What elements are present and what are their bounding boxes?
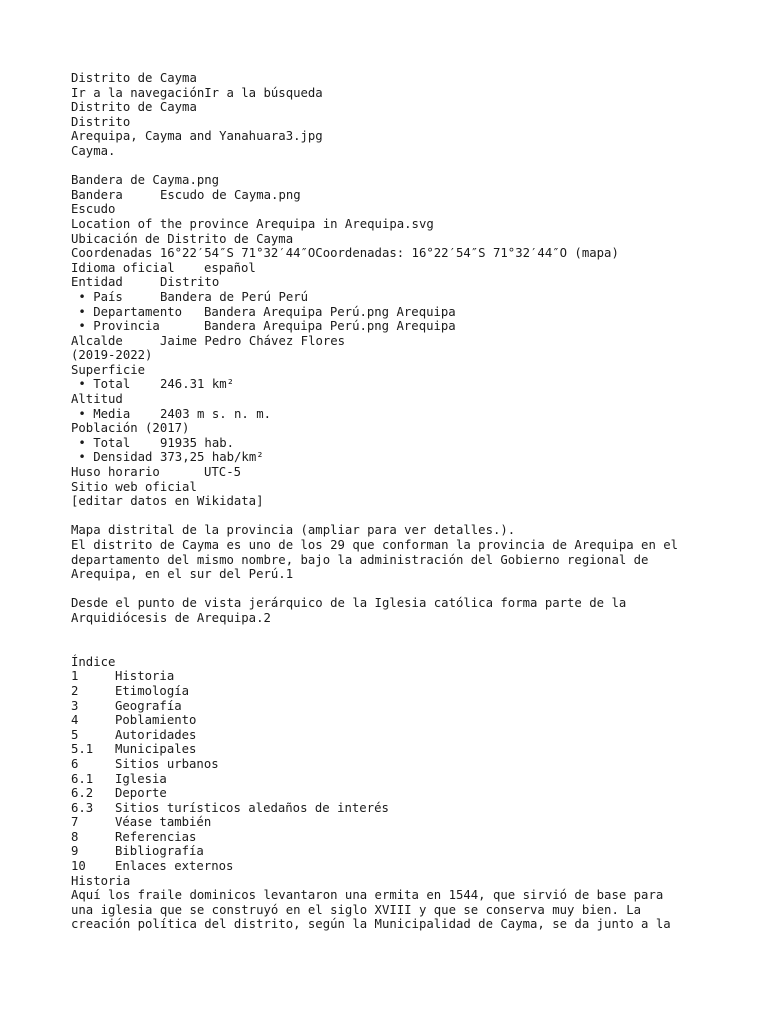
toc-item-label[interactable]: Deporte: [115, 786, 167, 801]
province-value[interactable]: Bandera Arequipa Perú.png Arequipa: [204, 319, 456, 334]
toc-item[interactable]: [71, 786, 751, 801]
toc-item-number: 9: [71, 844, 79, 859]
flag-image-file[interactable]: Bandera de Cayma.png: [71, 173, 220, 188]
toc-item-number: 6.3: [71, 800, 94, 815]
toc-item-number: 8: [71, 829, 79, 844]
department-label: • Departamento: [71, 304, 183, 319]
toc-item-label[interactable]: Municipales: [115, 742, 197, 757]
history-line: Aquí los fraile dominicos levantaron una ermita en 1544, que sirvió de base para: [71, 888, 664, 903]
toc-item[interactable]: [71, 801, 751, 816]
timezone-label: Huso horario: [71, 465, 160, 480]
toc-item[interactable]: [71, 844, 751, 859]
coordinates[interactable]: Coordenadas 16°22′54″S 71°32′44″OCoordenadas: 16°22′54″S 71°32′44″O (mapa): [71, 246, 619, 261]
toc-item-number: 6.1: [71, 771, 94, 786]
infobox-row-entity: [71, 275, 751, 290]
toc-item[interactable]: [71, 859, 751, 874]
website-link[interactable]: Sitio web oficial: [71, 479, 197, 494]
toc-item[interactable]: [71, 669, 751, 684]
spacer: [71, 582, 751, 597]
skip-links[interactable]: Ir a la navegaciónIr a la búsqueda: [71, 85, 323, 100]
entity-label: Entidad: [71, 275, 123, 290]
timezone-value[interactable]: UTC-5: [204, 465, 242, 480]
population-total-value: 91935 hab.: [160, 435, 235, 450]
area-total-label: • Total: [71, 377, 131, 392]
map-caption: Mapa distrital de la provincia (ampliar para ver detalles.).: [71, 523, 516, 538]
toc-item[interactable]: [71, 772, 751, 787]
country-label: • País: [71, 289, 123, 304]
mayor-label: Alcalde: [71, 333, 123, 348]
toc-item[interactable]: [71, 757, 751, 772]
toc-item[interactable]: [71, 742, 751, 757]
altitude-mean-label: • Media: [71, 406, 131, 421]
toc-item[interactable]: [71, 684, 751, 699]
toc-item-number: 5: [71, 727, 79, 742]
department-value[interactable]: Bandera Arequipa Perú.png Arequipa: [204, 304, 456, 319]
toc-item-number: 10: [71, 859, 86, 874]
toc-item-label[interactable]: Poblamiento: [115, 713, 197, 728]
spacer: [71, 640, 751, 655]
spacer: [71, 626, 751, 641]
infobox-row-department: [71, 305, 751, 320]
location-caption: Ubicación de Distrito de Cayma: [71, 231, 294, 246]
location-map-file[interactable]: Location of the province Arequipa in Arequipa.svg: [71, 216, 434, 231]
language-label: Idioma oficial: [71, 260, 175, 275]
infobox-row-mayor: [71, 334, 751, 349]
population-density-label: • Densidad: [71, 450, 153, 465]
province-label: • Provincia: [71, 319, 160, 334]
population-total-label: • Total: [71, 435, 131, 450]
population-density-value: 373,25 hab/km²: [160, 450, 264, 465]
toc-item-label[interactable]: Iglesia: [115, 771, 167, 786]
intro-line: Arequipa, en el sur del Perú.1: [71, 567, 294, 582]
mayor-value[interactable]: Jaime Pedro Chávez Flores: [160, 333, 346, 348]
wikidata-edit-link[interactable]: [editar datos en Wikidata]: [71, 494, 264, 509]
toc-item-number: 6.2: [71, 786, 94, 801]
toc-item[interactable]: [71, 815, 751, 830]
page-title: Distrito de Cayma: [71, 71, 197, 85]
infobox-row-population-total: [71, 436, 751, 451]
intro-line: departamento del mismo nombre, bajo la administración del Gobierno regional de: [71, 552, 649, 567]
shield-label: Escudo: [71, 202, 116, 217]
area-heading: Superficie: [71, 362, 146, 377]
language-value[interactable]: español: [204, 260, 256, 275]
toc-item-label[interactable]: Historia: [115, 669, 175, 684]
spacer: [71, 159, 751, 174]
spacer: [71, 509, 751, 524]
document-body: [71, 71, 751, 932]
toc-item-label[interactable]: Sitios urbanos: [115, 756, 219, 771]
church-line: Desde el punto de vista jerárquico de la Iglesia católica forma parte de la: [71, 596, 627, 611]
toc-item[interactable]: [71, 728, 751, 743]
toc-item-label[interactable]: Geografía: [115, 698, 182, 713]
infobox-type: Distrito: [71, 114, 131, 129]
flag-label: Bandera: [71, 187, 123, 202]
history-line: creación política del distrito, según la Municipalidad de Cayma, se da junto a la: [71, 917, 671, 932]
area-total-value: 246.31 km²: [160, 377, 235, 392]
infobox-image-file[interactable]: Arequipa, Cayma and Yanahuara3.jpg: [71, 129, 323, 144]
mayor-term: (2019-2022): [71, 348, 153, 363]
intro-line: El distrito de Cayma es uno de los 29 que conforman la provincia de Arequipa en el: [71, 538, 679, 552]
toc-heading: Índice: [71, 654, 116, 669]
toc-item-number: 3: [71, 698, 79, 713]
toc-item-number: 6: [71, 756, 79, 771]
history-line: una iglesia que se construyó en el siglo XVIII y que se conserva muy bien. La: [71, 902, 642, 917]
flag-shield-row: [71, 188, 751, 203]
toc-item-number: 1: [71, 669, 79, 684]
toc-item-label[interactable]: Autoridades: [115, 727, 197, 742]
infobox-row-timezone: [71, 465, 751, 480]
toc-item-label[interactable]: Véase también: [115, 815, 212, 830]
altitude-heading: Altitud: [71, 392, 123, 407]
infobox-row-language: [71, 261, 751, 276]
toc-item-label[interactable]: Sitios turísticos aledaños de interés: [115, 800, 389, 815]
toc-item[interactable]: [71, 830, 751, 845]
infobox-row-country: [71, 290, 751, 305]
toc-item-number: 4: [71, 713, 79, 728]
infobox-name: Distrito de Cayma: [71, 100, 197, 115]
toc-item-label[interactable]: Referencias: [115, 829, 197, 844]
toc-item-number: 2: [71, 683, 79, 698]
toc-item[interactable]: [71, 713, 751, 728]
country-value[interactable]: Bandera de Perú Perú: [160, 289, 309, 304]
infobox-row-province: [71, 319, 751, 334]
infobox-row-population-density: [71, 450, 751, 465]
infobox-image-caption: Cayma.: [71, 143, 116, 158]
toc-item-number: 7: [71, 815, 79, 830]
toc-item-label[interactable]: Etimología: [115, 683, 190, 698]
shield-image-file[interactable]: Escudo de Cayma.png: [160, 187, 301, 202]
toc-item-number: 5.1: [71, 742, 94, 757]
toc-list: [71, 669, 751, 873]
history-heading: Historia: [71, 873, 131, 888]
entity-value[interactable]: Distrito: [160, 275, 220, 290]
altitude-mean-value: 2403 m s. n. m.: [160, 406, 272, 421]
church-line: Arquidiócesis de Arequipa.2: [71, 610, 271, 625]
population-heading: Población (2017): [71, 421, 190, 436]
toc-item-label[interactable]: Enlaces externos: [115, 859, 234, 874]
infobox-row-area: [71, 377, 751, 392]
toc-item-label[interactable]: Bibliografía: [115, 844, 204, 859]
infobox-row-altitude: [71, 407, 751, 422]
toc-item[interactable]: [71, 699, 751, 714]
